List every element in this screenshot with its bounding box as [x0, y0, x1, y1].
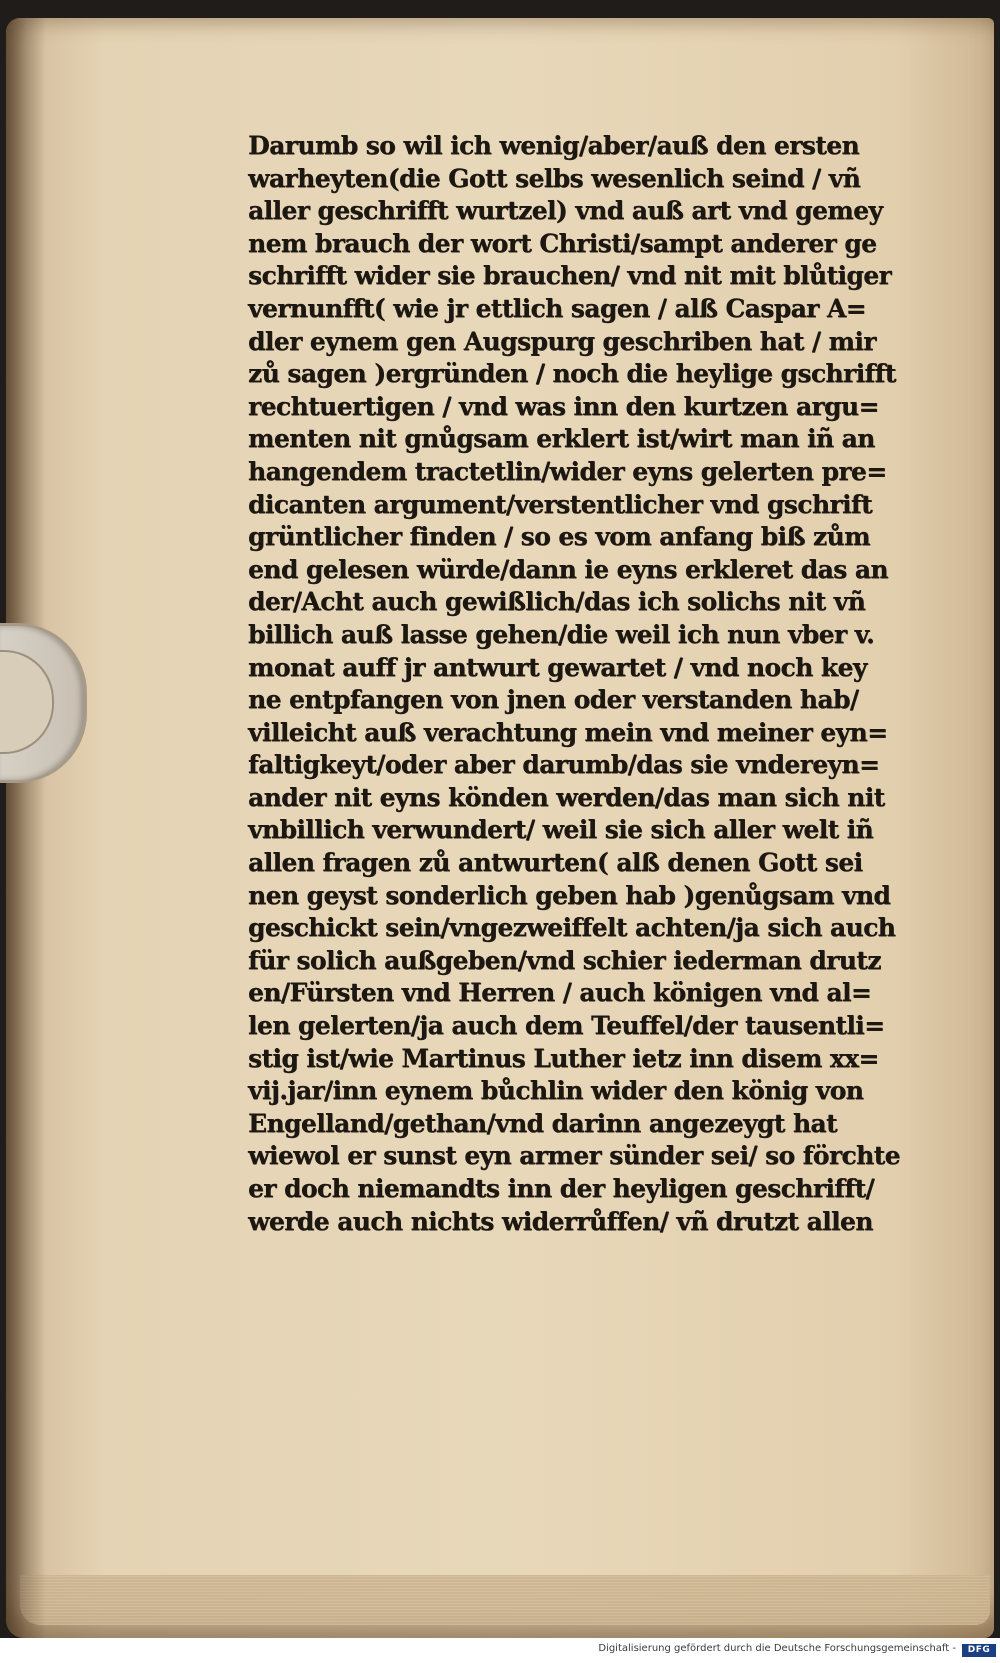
text-line-23: allen fragen zů antwurten( alß denen Gott sei [248, 848, 863, 878]
text-line-13: grüntlicher finden / so es vom anfang biß zům [248, 522, 870, 552]
text-line-17: monat auff jr antwurt gewartet / vnd noch key [248, 652, 867, 682]
text-line-26: für solich außgeben/vnd schier iederman drutz [248, 945, 881, 975]
gutter-shadow [6, 18, 46, 1638]
text-line-2: warheyten(die Gott selbs wesenlich seind / vñ [248, 163, 861, 193]
dfg-logo-icon: DFG [962, 1644, 996, 1657]
text-line-8: zů sagen )ergründen / noch die heylige gschrifft [248, 359, 896, 389]
text-line-28: len gelerten/ja auch dem Teuffel/der tausentli= [248, 1011, 885, 1041]
text-line-6: vernunfft( wie jr ettlich sagen / alß Caspar A= [248, 293, 867, 323]
text-line-12: dicanten argument/verstentlicher vnd gschrift [248, 489, 872, 519]
text-line-3: aller geschrifft wurtzel) vnd auß art vnd gemey [248, 196, 883, 226]
footer-bar [0, 1638, 1000, 1663]
text-line-30: vij.jar/inn eynem bůchlin wider den könig von [248, 1076, 864, 1106]
text-block [248, 130, 963, 1238]
text-line-16: billich auß lasse gehen/die weil ich nun vber v. [248, 619, 875, 649]
text-line-7: dler eynem gen Augspurg geschriben hat / mir [248, 326, 876, 356]
text-line-1: Darumb so wil ich wenig/aber/auß den ersten [248, 131, 860, 160]
text-line-33: er doch niemandts inn der heyligen geschrifft/ [248, 1174, 875, 1203]
text-line-11: hangendem tractetlin/wider eyns gelerten pre= [248, 456, 887, 486]
text-line-22: vnbillich verwundert/ weil sie sich aller welt iñ [248, 815, 874, 845]
text-line-19: villeicht auß verachtung mein vnd meiner eyn= [248, 717, 888, 747]
text-line-29: stig ist/wie Martinus Luther ietz inn disem xx= [248, 1043, 879, 1073]
text-line-15: der/Acht auch gewißlich/das ich solichs nit vñ [248, 587, 866, 617]
text-line-24: nen geyst sonderlich geben hab )genůgsam vnd [248, 880, 891, 910]
text-line-18: ne entpfangen von jnen oder verstanden hab/ [248, 685, 859, 715]
text-line-31: Engelland/gethan/vnd darinn angezeygt hat [248, 1108, 837, 1138]
text-line-14: end gelesen würde/dann ie eyns erkleret das an [248, 554, 888, 584]
text-line-4: nem brauch der wort Christi/sampt anderer ge [248, 228, 877, 258]
funding-credit: Digitalisierung gefördert durch die Deutsche Forschungsgemeinschaft - [598, 1643, 956, 1654]
text-line-25: geschickt sein/vngezweiffelt achten/ja sich auch [248, 913, 896, 943]
text-line-10: menten nit gnůgsam erklert ist/wirt man iñ an [248, 424, 875, 454]
text-line-5: schrifft wider sie brauchen/ vnd nit mit blůtiger [248, 261, 892, 291]
text-line-20: faltigkeyt/oder aber darumb/das sie vndereyn= [248, 750, 880, 780]
page-edges [20, 1575, 990, 1625]
text-line-27: en/Fürsten vnd Herren / auch königen vnd al= [248, 978, 872, 1008]
text-line-34: werde auch nichts widerrůffen/ vñ drutzt allen [248, 1206, 873, 1236]
text-line-21: ander nit eyns könden werden/das man sich nit [248, 782, 885, 812]
text-line-9: rechtuertigen / vnd was inn den kurtzen argu= [248, 391, 879, 421]
text-line-32: wiewol er sunst eyn armer sünder sei/ so förchte [248, 1141, 900, 1171]
